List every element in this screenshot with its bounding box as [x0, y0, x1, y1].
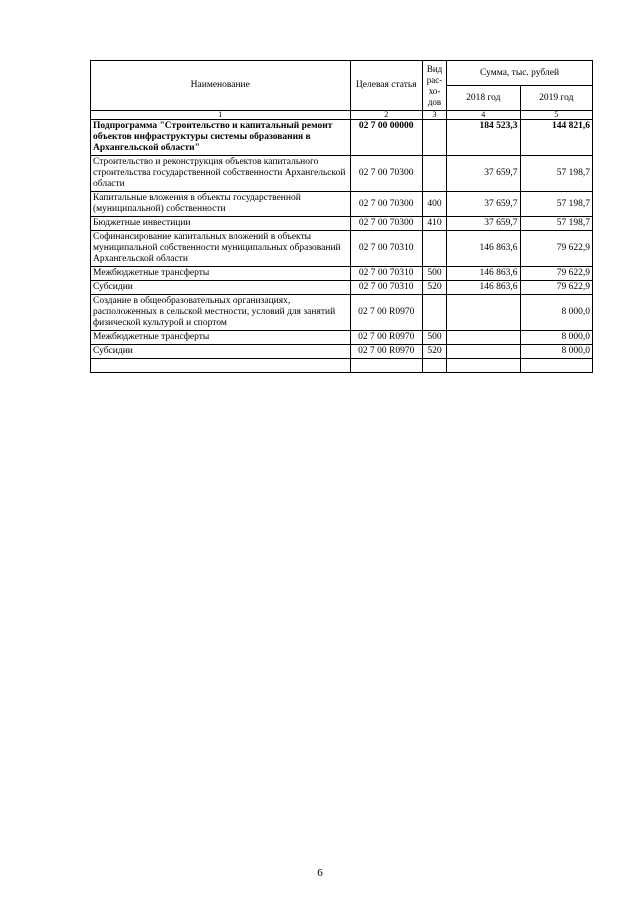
header-type-line: хо- [428, 85, 441, 96]
header-sum: Сумма, тыс. рублей [447, 61, 593, 86]
row-sum-2018: 146 863,6 [447, 281, 520, 295]
table-row [91, 281, 593, 295]
row-name: Создание в общеобразовательных организациях, расположенных в сельской местности, условий для занятий физической культурой и спортом [91, 295, 351, 331]
row-type: 400 [422, 192, 446, 217]
table-row [91, 120, 593, 156]
row-sum-2018: 37 659,7 [447, 217, 520, 231]
row-code: 02 7 00 70310 [350, 281, 422, 295]
row-sum-2018: 146 863,6 [447, 231, 520, 267]
row-sum-2018 [447, 331, 520, 345]
header-type [422, 61, 446, 111]
row-name: Строительство и реконструкция объектов капитального строительства государственной собственности Архангельской области [91, 156, 351, 192]
row-sum-2018: 184 523,3 [447, 120, 520, 156]
table-row [91, 267, 593, 281]
row-code: 02 7 00 R0970 [350, 295, 422, 331]
row-sum-2019: 8 000,0 [520, 345, 592, 359]
row-name: Межбюджетные трансферты [91, 267, 351, 281]
row-name: Подпрограмма "Строительство и капитальный ремонт объектов инфраструктуры системы образования в Архангельской области" [91, 120, 351, 156]
header-row [91, 61, 593, 86]
row-type: 520 [422, 345, 446, 359]
row-name: Межбюджетные трансферты [91, 331, 351, 345]
row-type [422, 231, 446, 267]
row-code: 02 7 00 70310 [350, 267, 422, 281]
row-code: 02 7 00 70300 [350, 156, 422, 192]
row-code: 02 7 00 70310 [350, 231, 422, 267]
table-row [91, 295, 593, 331]
column-number: 4 [447, 111, 520, 120]
table-row [91, 345, 593, 359]
row-type: 500 [422, 267, 446, 281]
empty-row [91, 359, 593, 373]
row-sum-2019: 144 821,6 [520, 120, 592, 156]
empty-cell [520, 359, 592, 373]
table-row [91, 217, 593, 231]
header-type-line: дов [427, 96, 442, 107]
row-name: Капитальные вложения в объекты государственной (муниципальной) собственности [91, 192, 351, 217]
table-row [91, 156, 593, 192]
row-sum-2019: 57 198,7 [520, 217, 592, 231]
empty-cell [447, 359, 520, 373]
row-name: Софинансирование капитальных вложений в объекты муниципальной собственности муниципальных образований Архангельской области [91, 231, 351, 267]
row-type: 410 [422, 217, 446, 231]
header-year-2018: 2018 год [447, 86, 520, 111]
column-number: 5 [520, 111, 592, 120]
row-code: 02 7 00 R0970 [350, 331, 422, 345]
empty-cell [350, 359, 422, 373]
table-row [91, 192, 593, 217]
row-sum-2019: 79 622,9 [520, 281, 592, 295]
row-type: 500 [422, 331, 446, 345]
row-sum-2019: 8 000,0 [520, 331, 592, 345]
table-row [91, 331, 593, 345]
row-code: 02 7 00 R0970 [350, 345, 422, 359]
row-sum-2019: 57 198,7 [520, 192, 592, 217]
empty-cell [422, 359, 446, 373]
row-name: Бюджетные инвестиции [91, 217, 351, 231]
row-name: Субсидии [91, 345, 351, 359]
row-type [422, 156, 446, 192]
header-name: Наименование [91, 61, 351, 111]
row-code: 02 7 00 00000 [350, 120, 422, 156]
page-number: 6 [317, 867, 323, 879]
row-sum-2019: 8 000,0 [520, 295, 592, 331]
row-type [422, 295, 446, 331]
row-sum-2018 [447, 295, 520, 331]
row-code: 02 7 00 70300 [350, 192, 422, 217]
row-sum-2018: 146 863,6 [447, 267, 520, 281]
row-sum-2018: 37 659,7 [447, 192, 520, 217]
row-sum-2018 [447, 345, 520, 359]
row-sum-2019: 57 198,7 [520, 156, 592, 192]
table-row [91, 231, 593, 267]
header-type-line: Вид [426, 63, 443, 74]
column-number: 1 [91, 111, 351, 120]
column-number-row [91, 111, 593, 120]
row-sum-2018: 37 659,7 [447, 156, 520, 192]
row-type: 520 [422, 281, 446, 295]
header-type-line: рас- [426, 74, 443, 85]
row-type [422, 120, 446, 156]
budget-table [90, 60, 593, 373]
header-code: Целевая статья [350, 61, 422, 111]
column-number: 3 [422, 111, 446, 120]
row-name: Субсидии [91, 281, 351, 295]
header-year-2019: 2019 год [520, 86, 592, 111]
row-sum-2019: 79 622,9 [520, 231, 592, 267]
column-number: 2 [350, 111, 422, 120]
row-code: 02 7 00 70300 [350, 217, 422, 231]
empty-cell [91, 359, 351, 373]
row-sum-2019: 79 622,9 [520, 267, 592, 281]
